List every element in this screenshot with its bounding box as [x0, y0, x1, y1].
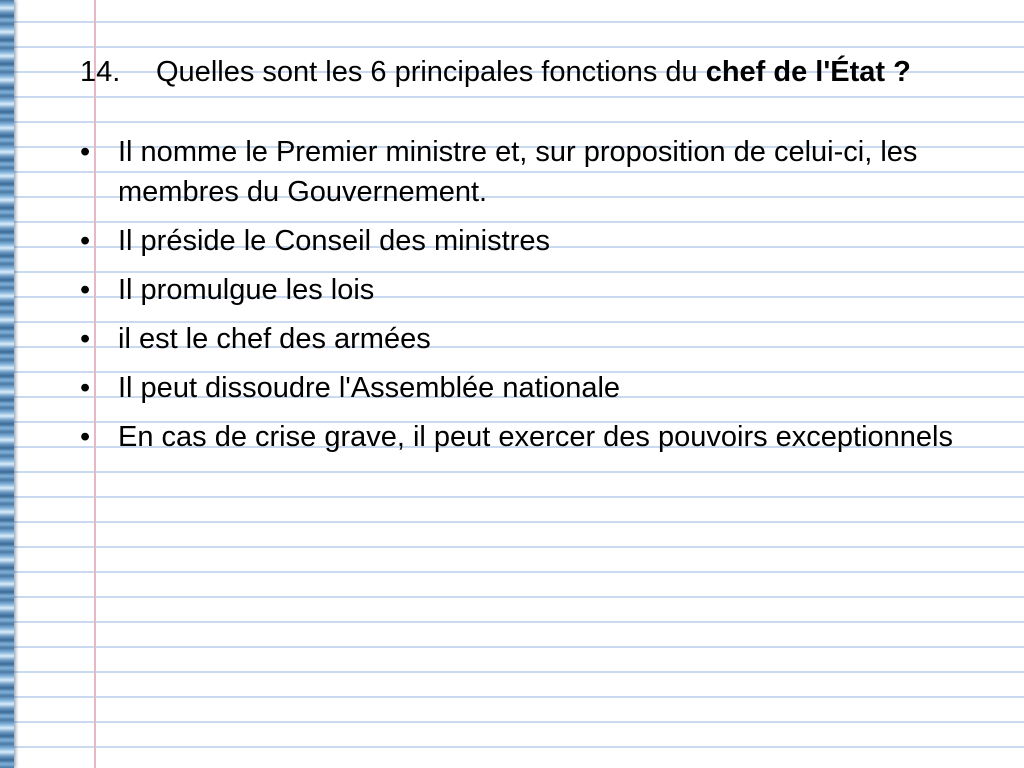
list-item — [80, 270, 960, 310]
question-text: Quelles sont les 6 principales fonctions du — [156, 56, 706, 88]
bullet-icon: • — [80, 274, 91, 306]
bullet-icon: • — [80, 136, 91, 168]
list-item-text: Il préside le Conseil des ministres — [118, 225, 550, 257]
list-item-text: il est le chef des armées — [118, 323, 431, 355]
list-item — [80, 417, 960, 457]
bullet-icon: • — [80, 225, 91, 257]
list-item — [80, 319, 960, 359]
list-item — [80, 368, 960, 408]
list-item — [80, 221, 960, 261]
notebook-binding — [0, 0, 14, 768]
list-item-text: Il nomme le Premier ministre et, sur proposition de celui-ci, les membres du Gouvernement. — [118, 136, 918, 208]
list-item-text: Il peut dissoudre l'Assemblée nationale — [118, 372, 621, 404]
bullet-icon: • — [80, 421, 91, 453]
list-item-text: En cas de crise grave, il peut exercer des pouvoirs exceptionnels — [118, 421, 953, 453]
list-item — [80, 132, 960, 212]
question-number: 14. — [80, 56, 121, 88]
answer-list — [80, 132, 960, 457]
bullet-icon: • — [80, 323, 91, 355]
bullet-icon: • — [80, 372, 91, 404]
question-bold-text: chef de l'État ? — [705, 56, 911, 88]
list-item-text: Il promulgue les lois — [118, 274, 375, 306]
question-title — [80, 52, 960, 92]
slide-content — [80, 52, 960, 466]
